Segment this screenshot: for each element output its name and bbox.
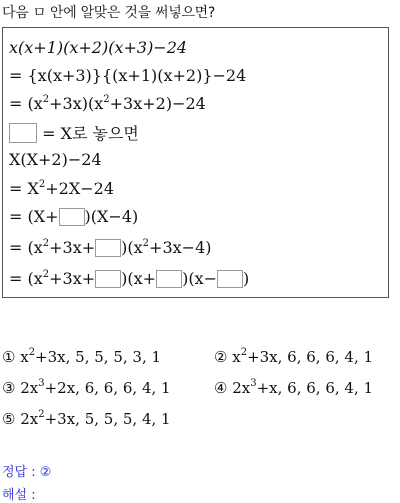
choice-text: +x, 6, 6, 6, 4, 1 [256, 379, 374, 397]
exponent: 2 [28, 347, 36, 358]
choice-text: ③ 2x [2, 379, 39, 397]
choice-1[interactable] [2, 348, 161, 366]
exponent: 2 [38, 409, 45, 420]
blank-box[interactable] [95, 270, 121, 288]
blank-box[interactable] [156, 270, 182, 288]
line-9 [9, 269, 249, 288]
expr-part: )(X−4) [84, 207, 139, 226]
expression: X(X+2)−24 [9, 150, 102, 169]
choice-5[interactable] [2, 410, 171, 428]
choice-text: +3x, 5, 5, 5, 3, 1 [35, 348, 162, 366]
exponent: 2 [240, 347, 248, 358]
line-8 [9, 238, 211, 257]
expr-part: = X로 놓으면 [42, 124, 139, 143]
instruction: 다음 ㅁ 안에 알맞은 것을 써넣으면? [2, 5, 216, 21]
expr-part: )(x− [182, 269, 217, 288]
expr-part: )(x [121, 238, 143, 257]
choice-4[interactable] [214, 379, 373, 397]
choice-text: +2x, 6, 6, 6, 4, 1 [44, 379, 171, 397]
expr-part: = (x [9, 269, 43, 288]
choice-text: ① x [2, 348, 29, 366]
expr-part: +2X−24 [45, 179, 115, 198]
expr-part: +3x−4) [149, 238, 212, 257]
choice-text: +3x, 5, 5, 5, 4, 1 [44, 410, 171, 428]
exponent: 2 [42, 269, 50, 280]
expr-part: ) [243, 269, 250, 288]
problem-box [2, 27, 389, 298]
exponent: 2 [38, 179, 46, 190]
choice-text: ⑤ 2x [2, 410, 39, 428]
exponent: 2 [42, 238, 50, 249]
expr-part: +3x+2)−24 [109, 94, 206, 113]
expression: = {x(x+3)}{(x+1)(x+2)}−24 [9, 66, 247, 85]
line-5 [9, 150, 102, 169]
choice-text: +3x, 6, 6, 6, 4, 1 [247, 348, 374, 366]
exponent: 2 [42, 94, 50, 105]
line-1 [9, 38, 187, 57]
expr-part: +3x+ [49, 238, 96, 257]
line-6 [9, 179, 114, 198]
blank-box[interactable] [9, 123, 37, 143]
expr-part: )(x+ [121, 269, 157, 288]
blank-box[interactable] [217, 270, 243, 288]
choice-text: ④ 2x [214, 379, 251, 397]
expr-part: +3x+ [49, 269, 96, 288]
expr-part: = (x [9, 238, 43, 257]
exponent: 3 [38, 378, 45, 389]
blank-box[interactable] [59, 208, 85, 226]
choice-2[interactable] [214, 348, 373, 366]
expr-part: = (X+ [9, 207, 59, 226]
line-2 [9, 66, 246, 85]
choice-3[interactable] [2, 379, 171, 397]
expression: x(x+1)(x+2)(x+3)−24 [9, 38, 188, 57]
blank-box[interactable] [95, 239, 121, 257]
choice-text: ② x [214, 348, 241, 366]
answer-text: 정답 : ② [2, 465, 52, 480]
line-7 [9, 207, 138, 226]
line-4 [9, 121, 139, 144]
explanation-label: 해설 : [2, 488, 36, 503]
exponent: 2 [142, 238, 150, 249]
expr-part: = X [9, 179, 39, 198]
exponent: 3 [250, 378, 257, 389]
line-3 [9, 94, 206, 113]
expr-part: = (x [9, 94, 43, 113]
exponent: 2 [103, 94, 110, 105]
expr-part: +3x)(x [49, 94, 104, 113]
